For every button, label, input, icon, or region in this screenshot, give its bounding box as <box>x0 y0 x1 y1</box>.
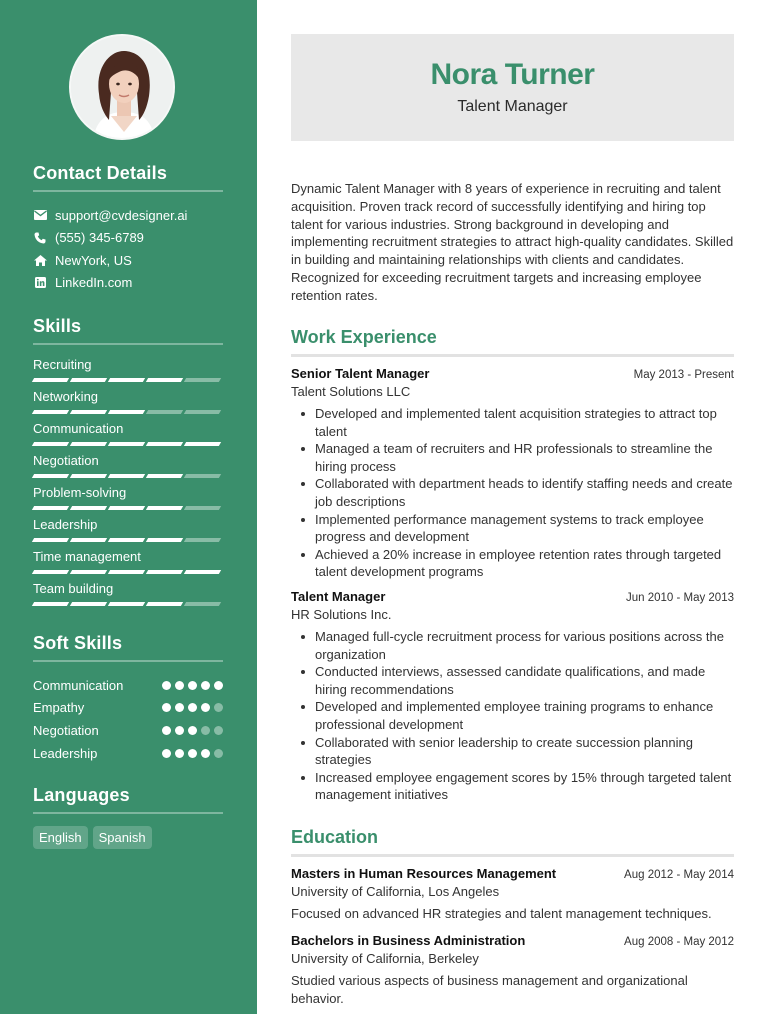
skill-level-segment <box>184 442 221 446</box>
skill-level-bar <box>33 410 223 414</box>
soft-skill-name: Leadership <box>33 745 98 761</box>
skill-level-segment <box>146 506 183 510</box>
skill-level-segment <box>184 378 221 382</box>
skill-level-segment <box>108 442 145 446</box>
soft-skill-rating <box>162 703 223 712</box>
soft-skill-item <box>33 719 223 742</box>
rating-dot <box>188 681 197 690</box>
skill-level-segment <box>146 474 183 478</box>
work-experience-heading: Work Experience <box>291 327 734 357</box>
skill-level-segment <box>70 538 107 542</box>
soft-skill-item <box>33 697 223 720</box>
skill-level-segment <box>32 410 69 414</box>
soft-skills-list <box>33 674 223 764</box>
skill-item <box>33 421 223 453</box>
contact-phone[interactable] <box>33 227 223 250</box>
skill-item <box>33 357 223 389</box>
skill-item <box>33 485 223 517</box>
skill-level-segment <box>70 570 107 574</box>
job-bullets <box>291 405 734 581</box>
job-bullet: Increased employee engagement scores by 15% through targeted talent management initiatives <box>299 769 734 804</box>
skill-level-segment <box>146 538 183 542</box>
skill-name: Leadership <box>33 517 98 532</box>
job-company: HR Solutions Inc. <box>291 607 392 622</box>
skill-name: Networking <box>33 389 99 404</box>
rating-dot <box>201 726 210 735</box>
rating-dot <box>175 749 184 758</box>
soft-skills-heading: Soft Skills <box>33 633 223 662</box>
skill-level-bar <box>33 538 223 542</box>
rating-dot <box>214 703 223 712</box>
job-entry <box>291 366 734 581</box>
skills-heading: Skills <box>33 316 223 345</box>
skill-level-segment <box>32 538 69 542</box>
skill-level-segment <box>70 410 107 414</box>
envelope-icon <box>33 208 47 222</box>
phone-icon <box>33 231 47 245</box>
skill-level-segment <box>184 474 221 478</box>
job-date: May 2013 - Present <box>633 369 734 381</box>
languages-heading: Languages <box>33 785 223 814</box>
skill-level-bar <box>33 378 223 382</box>
job-bullet: Managed full-cycle recruitment process for various positions across the organization <box>299 628 734 663</box>
job-bullet: Achieved a 20% increase in employee retention rates through targeted talent development programs <box>299 546 734 581</box>
soft-skill-name: Communication <box>33 677 124 693</box>
skill-level-segment <box>184 602 221 606</box>
job-bullet: Developed and implemented talent acquisition strategies to attract top talent <box>299 405 734 440</box>
education-description: Focused on advanced HR strategies and talent management techniques. <box>291 906 712 921</box>
skill-name: Negotiation <box>33 453 99 468</box>
skills-list <box>33 357 223 613</box>
rating-dot <box>175 703 184 712</box>
education-heading: Education <box>291 827 734 857</box>
skill-level-segment <box>32 474 69 478</box>
job-title: Talent Manager <box>291 589 386 604</box>
rating-dot <box>201 749 210 758</box>
education-entry <box>291 933 734 1007</box>
skill-level-segment <box>184 506 221 510</box>
sidebar <box>0 0 257 1014</box>
skill-name: Communication <box>33 421 124 436</box>
contact-phone-text: (555) 345-6789 <box>55 230 144 246</box>
rating-dot <box>175 726 184 735</box>
language-tag: English <box>33 826 88 849</box>
skill-name: Problem-solving <box>33 485 127 500</box>
job-bullet: Collaborated with senior leadership to create succession planning strategies <box>299 734 734 769</box>
rating-dot <box>175 681 184 690</box>
skill-level-segment <box>70 602 107 606</box>
candidate-name: Nora Turner <box>430 58 595 91</box>
contact-location <box>33 249 223 272</box>
degree-title: Masters in Human Resources Management <box>291 866 557 881</box>
skill-level-segment <box>32 570 69 574</box>
soft-skill-rating <box>162 681 223 690</box>
skill-level-segment <box>32 442 69 446</box>
contact-linkedin[interactable] <box>33 272 223 295</box>
education-entry <box>291 866 734 923</box>
soft-skill-name: Empathy <box>33 700 85 716</box>
job-bullet: Conducted interviews, assessed candidate qualifications, and made hiring recommendations <box>299 663 734 698</box>
skill-level-segment <box>32 602 69 606</box>
job-title: Senior Talent Manager <box>291 366 430 381</box>
skill-level-segment <box>146 442 183 446</box>
school-name: University of California, Los Angeles <box>291 884 500 899</box>
education-date: Aug 2012 - May 2014 <box>624 869 734 881</box>
soft-skill-item <box>33 742 223 765</box>
education-date: Aug 2008 - May 2012 <box>624 936 734 948</box>
rating-dot <box>162 726 171 735</box>
skill-level-bar <box>33 602 223 606</box>
skill-level-segment <box>70 378 107 382</box>
soft-skills-section <box>33 633 223 764</box>
skill-level-segment <box>108 602 145 606</box>
rating-dot <box>162 703 171 712</box>
job-bullet: Collaborated with department heads to identify staffing needs and create job descriptions <box>299 475 734 510</box>
job-bullet: Managed a team of recruiters and HR professionals to streamline the hiring process <box>299 440 734 475</box>
rating-dot <box>162 749 171 758</box>
skill-level-segment <box>32 506 69 510</box>
skill-level-bar <box>33 570 223 574</box>
contact-location-text: NewYork, US <box>55 252 132 268</box>
skill-name: Time management <box>33 549 141 564</box>
skill-level-segment <box>70 506 107 510</box>
skill-level-segment <box>108 410 145 414</box>
rating-dot <box>201 681 210 690</box>
skill-item <box>33 549 223 581</box>
skill-name: Recruiting <box>33 357 92 372</box>
contact-email-text: support@cvdesigner.ai <box>55 207 188 223</box>
skill-level-segment <box>184 410 221 414</box>
skill-level-segment <box>70 474 107 478</box>
soft-skill-rating <box>162 726 223 735</box>
skill-item <box>33 453 223 485</box>
rating-dot <box>214 726 223 735</box>
avatar <box>69 34 175 140</box>
skill-level-bar <box>33 474 223 478</box>
education-description: Studied various aspects of business management and organizational behavior. <box>291 973 688 1006</box>
rating-dot <box>201 703 210 712</box>
job-date: Jun 2010 - May 2013 <box>625 592 734 604</box>
skills-section <box>33 316 223 613</box>
skill-level-segment <box>32 378 69 382</box>
school-name: University of California, Berkeley <box>291 951 479 966</box>
skill-level-segment <box>108 378 145 382</box>
skill-level-segment <box>108 570 145 574</box>
skill-name: Team building <box>33 581 114 596</box>
job-entry <box>291 589 734 804</box>
contact-section <box>33 163 223 294</box>
skill-level-segment <box>184 570 221 574</box>
skill-item <box>33 389 223 421</box>
job-bullet: Developed and implemented employee training programs to enhance professional development <box>299 698 734 733</box>
rating-dot <box>188 703 197 712</box>
contact-heading: Contact Details <box>33 163 223 192</box>
linkedin-icon <box>33 276 47 290</box>
rating-dot <box>188 749 197 758</box>
skill-level-segment <box>70 442 107 446</box>
skill-item <box>33 581 223 613</box>
job-bullets <box>291 628 734 804</box>
skill-level-bar <box>33 442 223 446</box>
home-icon <box>33 253 47 267</box>
skill-level-bar <box>33 506 223 510</box>
job-company: Talent Solutions LLC <box>291 384 411 399</box>
skill-level-segment <box>146 570 183 574</box>
rating-dot <box>162 681 171 690</box>
soft-skill-rating <box>162 749 223 758</box>
skill-level-segment <box>108 506 145 510</box>
skill-level-segment <box>184 538 221 542</box>
soft-skill-name: Negotiation <box>33 722 99 738</box>
languages-section <box>33 785 223 849</box>
skill-level-segment <box>108 474 145 478</box>
job-bullet: Implemented performance management systems to track employee progress and development <box>299 511 734 546</box>
language-tag: Spanish <box>93 826 152 849</box>
degree-title: Bachelors in Business Administration <box>291 933 526 948</box>
soft-skill-item <box>33 674 223 697</box>
contact-linkedin-text: LinkedIn.com <box>55 275 133 291</box>
name-header <box>291 34 734 141</box>
skill-level-segment <box>146 378 183 382</box>
candidate-title: Talent Manager <box>457 98 568 115</box>
profile-summary: Dynamic Talent Manager with 8 years of experience in recruiting and talent acquisition. Proven track record of successfully identifying and hiring top talent for various industries. Strong background in developing and implementing recruitment strategies to attract high-quality candidates. Skilled in building and maintaining relationships with clients and candidates. Recognized for exceeding recruitment targets and increasing employee retention rates. <box>291 181 734 303</box>
rating-dot <box>214 681 223 690</box>
skill-level-segment <box>146 602 183 606</box>
contact-email[interactable] <box>33 204 223 227</box>
languages-list <box>33 826 223 849</box>
skill-item <box>33 517 223 549</box>
profile-photo <box>71 36 175 140</box>
skill-level-segment <box>146 410 183 414</box>
rating-dot <box>188 726 197 735</box>
rating-dot <box>214 749 223 758</box>
skill-level-segment <box>108 538 145 542</box>
